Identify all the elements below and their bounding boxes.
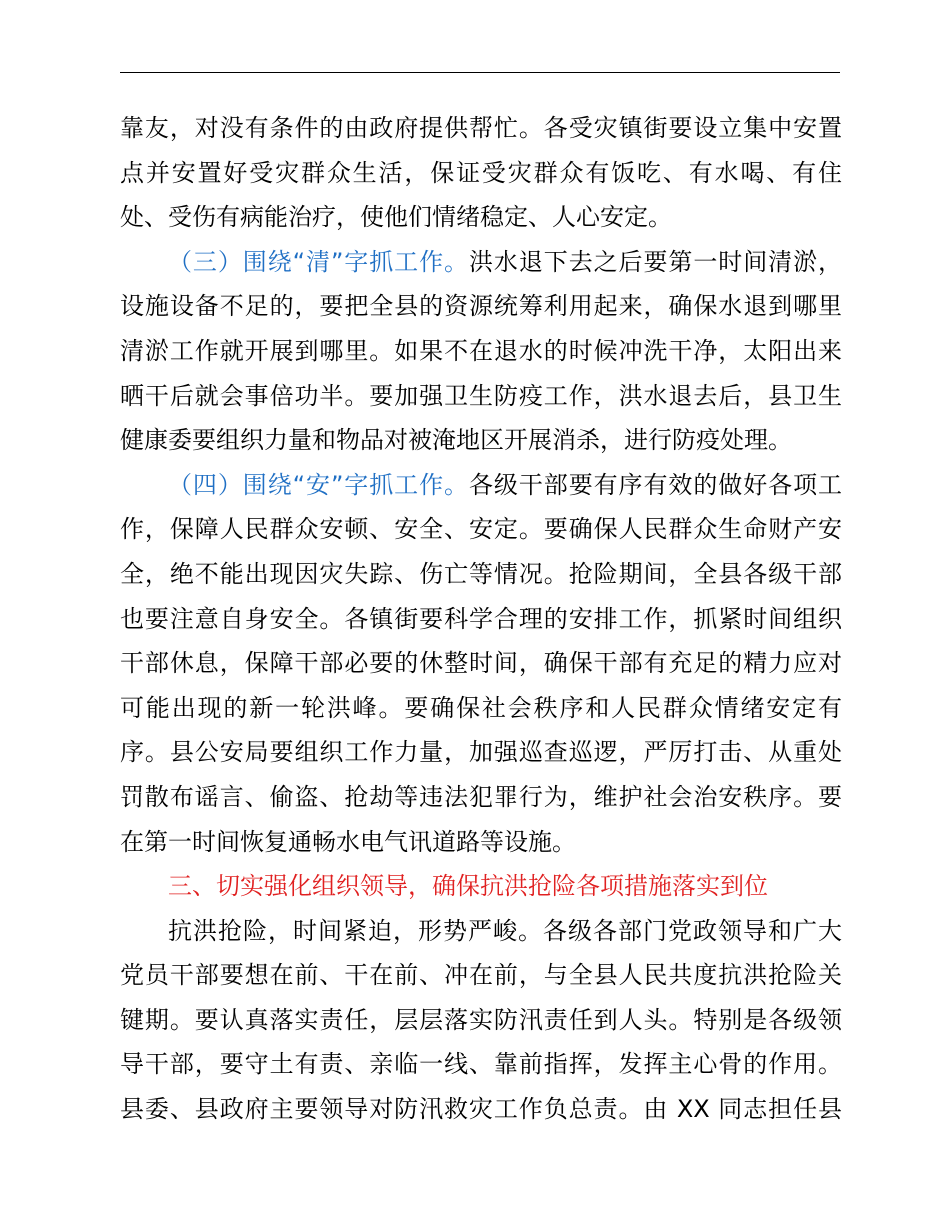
subheading-qing: （三）围绕“清”字抓工作。 [168, 247, 469, 276]
paragraph-line: 也要注意自身安全。各镇街要科学合理的安排工作，抓紧时间组织 [120, 604, 842, 633]
paragraph-line: 导干部，要守土有责、亲临一线、靠前指挥，发挥主心骨的作用。 [120, 1050, 842, 1079]
paragraph-line: 干部休息，保障干部必要的休整时间，确保干部有充足的精力应对 [120, 649, 842, 678]
section-heading-3: 三、切实强化组织领导，确保抗洪抢险各项措施落实到位 [168, 872, 768, 901]
paragraph-line: 全，绝不能出现因灾失踪、伤亡等情况。抢险期间，全县各级干部 [120, 559, 842, 588]
body-text [120, 106, 842, 1132]
paragraph-line: 在第一时间恢复通畅水电气讯道路等设施。 [120, 827, 576, 856]
paragraph-line [120, 240, 842, 285]
paragraph-line: 健康委要组织力量和物品对被淹地区开展消杀，进行防疫处理。 [120, 426, 792, 455]
paragraph-line [120, 463, 842, 508]
header-rule [120, 72, 840, 73]
paragraph-line: 罚散布谣言、偷盗、抢劫等违法犯罪行为，维护社会治安秩序。要 [120, 782, 842, 811]
paragraph-line: 可能出现的新一轮洪峰。要确保社会秩序和人民群众情绪安定有 [120, 693, 842, 722]
paragraph-line: 靠友，对没有条件的由政府提供帮忙。各受灾镇街要设立集中安置 [120, 114, 842, 142]
paragraph-line: 党员干部要想在前、干在前、冲在前，与全县人民共度抗洪抢险关 [120, 961, 842, 990]
paragraph-text: 各级干部要有序有效的做好各项工 [468, 470, 842, 499]
paragraph-line: 序。县公安局要组织工作力量，加强巡查巡逻，严厉打击、从重处 [120, 738, 842, 767]
paragraph-line: 清淤工作就开展到哪里。如果不在退水的时候冲洗干净，太阳出来 [120, 336, 842, 365]
paragraph-line: 点并安置好受灾群众生活，保证受灾群众有饭吃、有水喝、有住 [120, 158, 842, 187]
paragraph-line: 晒干后就会事倍功半。要加强卫生防疫工作，洪水退去后，县卫生 [120, 381, 842, 410]
paragraph-text: 洪水退下去之后要第一时间清淤， [468, 247, 842, 276]
paragraph-line: 键期。要认真落实责任，层层落实防汛责任到人头。特别是各级领 [120, 1005, 842, 1034]
paragraph-line: 设施设备不足的，要把全县的资源统筹利用起来，确保水退到哪里 [120, 292, 842, 321]
paragraph-line: 抗洪抢险，时间紧迫，形势严峻。各级各部门党政领导和广大 [168, 916, 842, 945]
paragraph-line: 县委、县政府主要领导对防汛救灾工作负总责。由 XX 同志担任县 [120, 1095, 842, 1124]
paragraph-line: 作，保障人民群众安顿、安全、安定。要确保人民群众生命财产安 [120, 515, 842, 544]
paragraph-line: 处、受伤有病能治疗，使他们情绪稳定、人心安定。 [120, 203, 672, 232]
subheading-an: （四）围绕“安”字抓工作。 [168, 470, 469, 499]
